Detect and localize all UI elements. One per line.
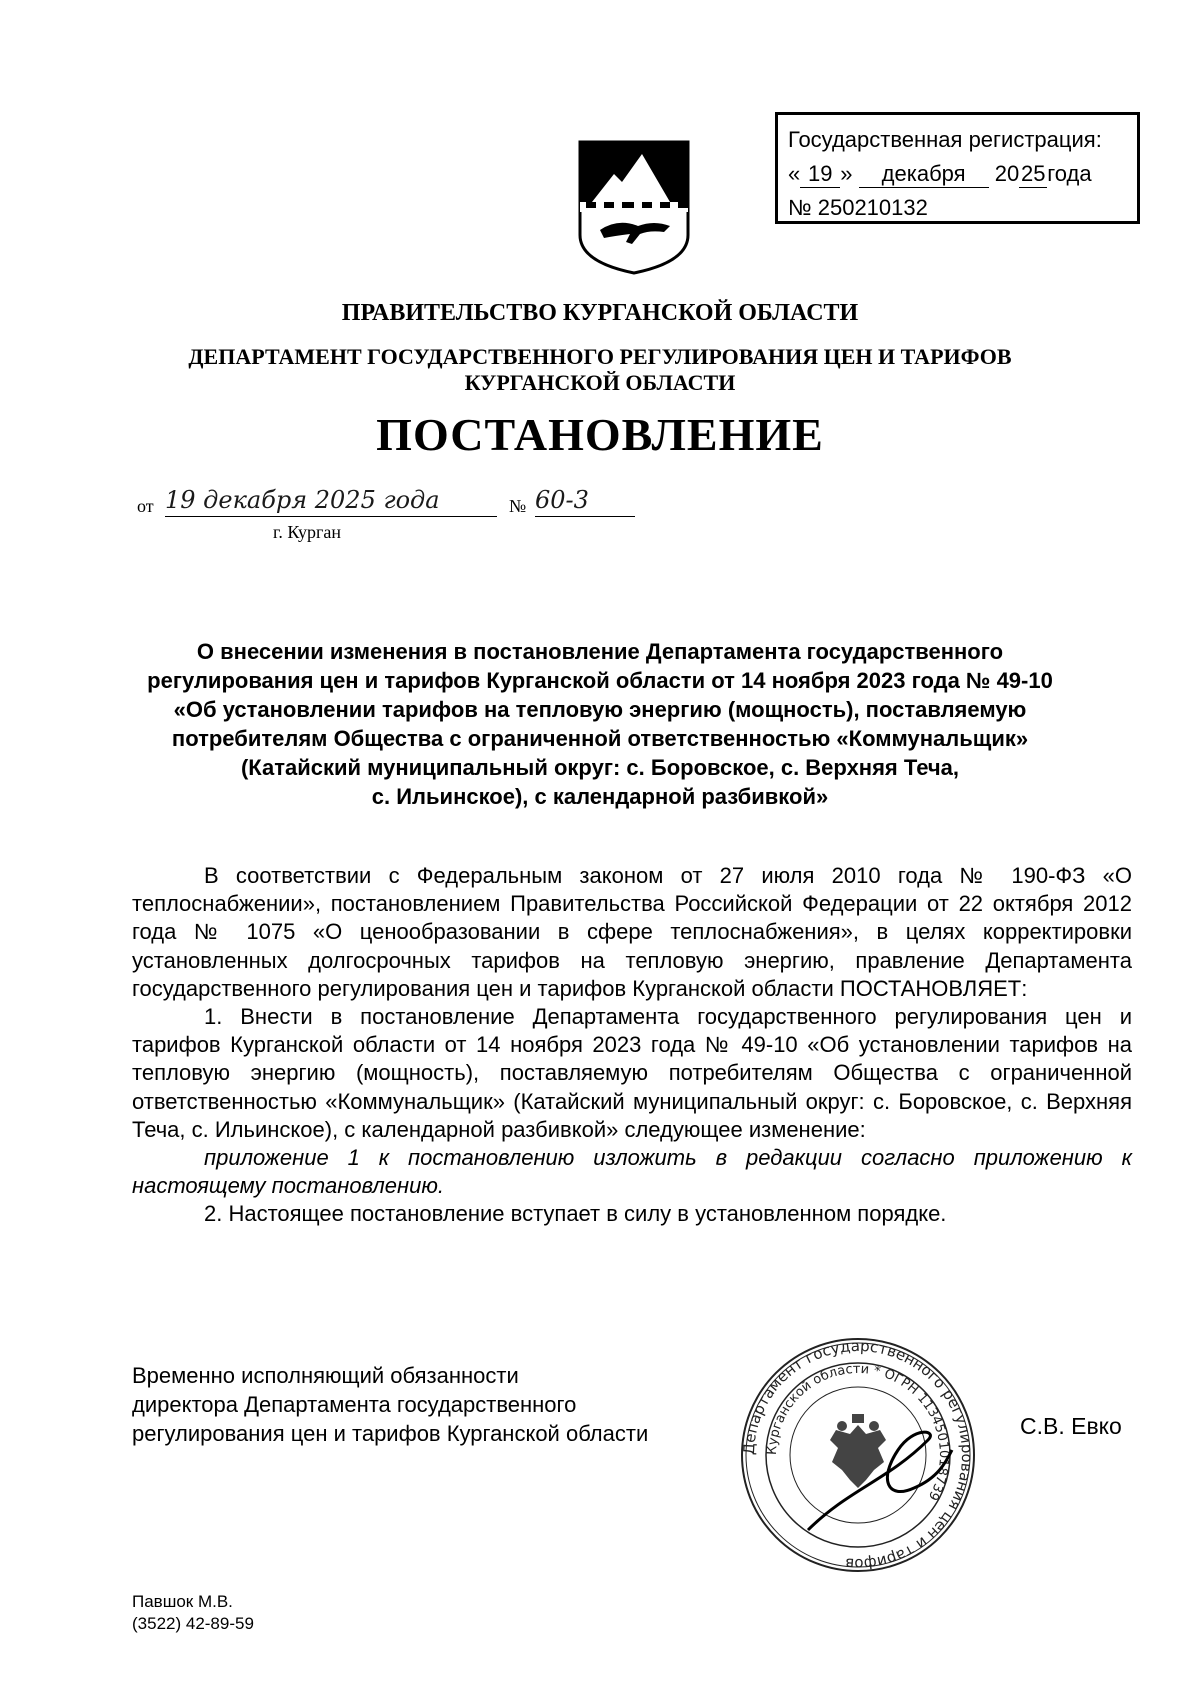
registration-year-prefix: 20 [994,161,1020,186]
number-label: № [509,496,527,516]
position-line: директора Департамента государственного [132,1392,577,1417]
signature-scribble [808,1432,952,1530]
stamp-inner-text: Курганской области * ОГРН 1134501018739 [764,1361,952,1503]
registration-number-row: № 250210132 [788,191,1127,225]
item-1-change-paragraph: приложение 1 к постановлению изложить в редакции согласно приложению к настоящему постановлению. [132,1145,1132,1199]
government-title: ПРАВИТЕЛЬСТВО КУРГАНСКОЙ ОБЛАСТИ [341,300,859,326]
registration-title: Государственная регистрация: [788,127,1102,152]
department-title-line1: ДЕПАРТАМЕНТ ГОСУДАРСТВЕННОГО РЕГУЛИРОВАНИЯ ЦЕН И ТАРИФОВ [188,344,1012,369]
official-stamp-icon [738,1330,978,1580]
city-label: г. Курган [273,522,342,542]
registration-number: 250210132 [818,195,1118,222]
subject-line: О внесении изменения в постановление Департамента государственного [196,639,1004,664]
subject-line: регулирования цен и тарифов Курганской области от 14 ноября 2023 года № 49-10 [147,668,1053,693]
coat-of-arms-icon [578,140,690,275]
preamble-paragraph: В соответствии с Федеральным законом от 27 июля 2010 года № 190-ФЗ «О теплоснабжении», постановлением Правительства Российской Федерации от 22 октября 2012 года № 1075 «О ценообразовании в сфере теплоснабжения», в целях корректировки установленных долгосрочных тарифов на тепловую энергию, правление Департамента государственного регулирования цен и тарифов Курганской области ПОСТАНОВЛЯЕТ: [132,863,1132,1001]
stamp-outer-text: Департамент государственного регулирования цен и тарифов [739,1336,977,1574]
document-body [132,862,1132,1229]
eagle-emblem-icon [830,1414,886,1488]
item-2-paragraph: 2. Настоящее постановление вступает в силу в установленном порядке. [204,1201,947,1227]
position-line: регулирования цен и тарифов Курганской области [132,1421,649,1446]
department-title-line2: КУРГАНСКОЙ ОБЛАСТИ [464,370,736,395]
registration-box [775,112,1140,224]
subject-line: (Катайский муниципальный округ: с. Боровское, с. Верхняя Теча, [240,755,960,780]
date-from-label: от [137,496,154,516]
document-type-title: ПОСТАНОВЛЕНИЕ [376,409,824,460]
subject-line: потребителям Общества с ограниченной ответственностью «Коммунальщик» [171,726,1029,751]
executor-info [132,1591,254,1635]
item-1-paragraph: 1. Внести в постановление Департамента государственного регулирования цен и тарифов Курганской области от 14 ноября 2023 года № 49-10 «Об установлении тарифов на тепловую энергию (мощность), поставляемую потребителям Общества с ограниченной ответственностью «Коммунальщик» (Катайский муниципальный округ: с. Боровское, с. Верхняя Теча, с. Ильинское), с календарной разбивкой» следующее изменение: [132,1004,1132,1142]
signature-position [132,1361,648,1448]
registration-date: « 19 » декабря 2025года [788,161,1092,186]
subject-line: «Об установлении тарифов на тепловую энергию (мощность), поставляемую [173,697,1027,722]
position-line: Временно исполняющий обязанности [132,1363,519,1388]
signer-name: С.В. Евко [1020,1413,1122,1439]
number-handwritten: 60-3 [535,486,635,517]
subject-line: с. Ильинское), с календарной разбивкой» [371,784,829,809]
executor-phone: (3522) 42-89-59 [132,1614,254,1633]
registration-year-word: года [1047,161,1092,186]
registration-month: декабря [859,161,989,188]
executor-name: Павшок М.В. [132,1592,233,1611]
date-handwritten: 19 декабря 2025 года [165,486,497,517]
registration-day: 19 [800,161,840,188]
document-subject [120,637,1080,811]
date-number-line [137,486,697,542]
registration-year-suffix: 25 [1020,161,1046,186]
